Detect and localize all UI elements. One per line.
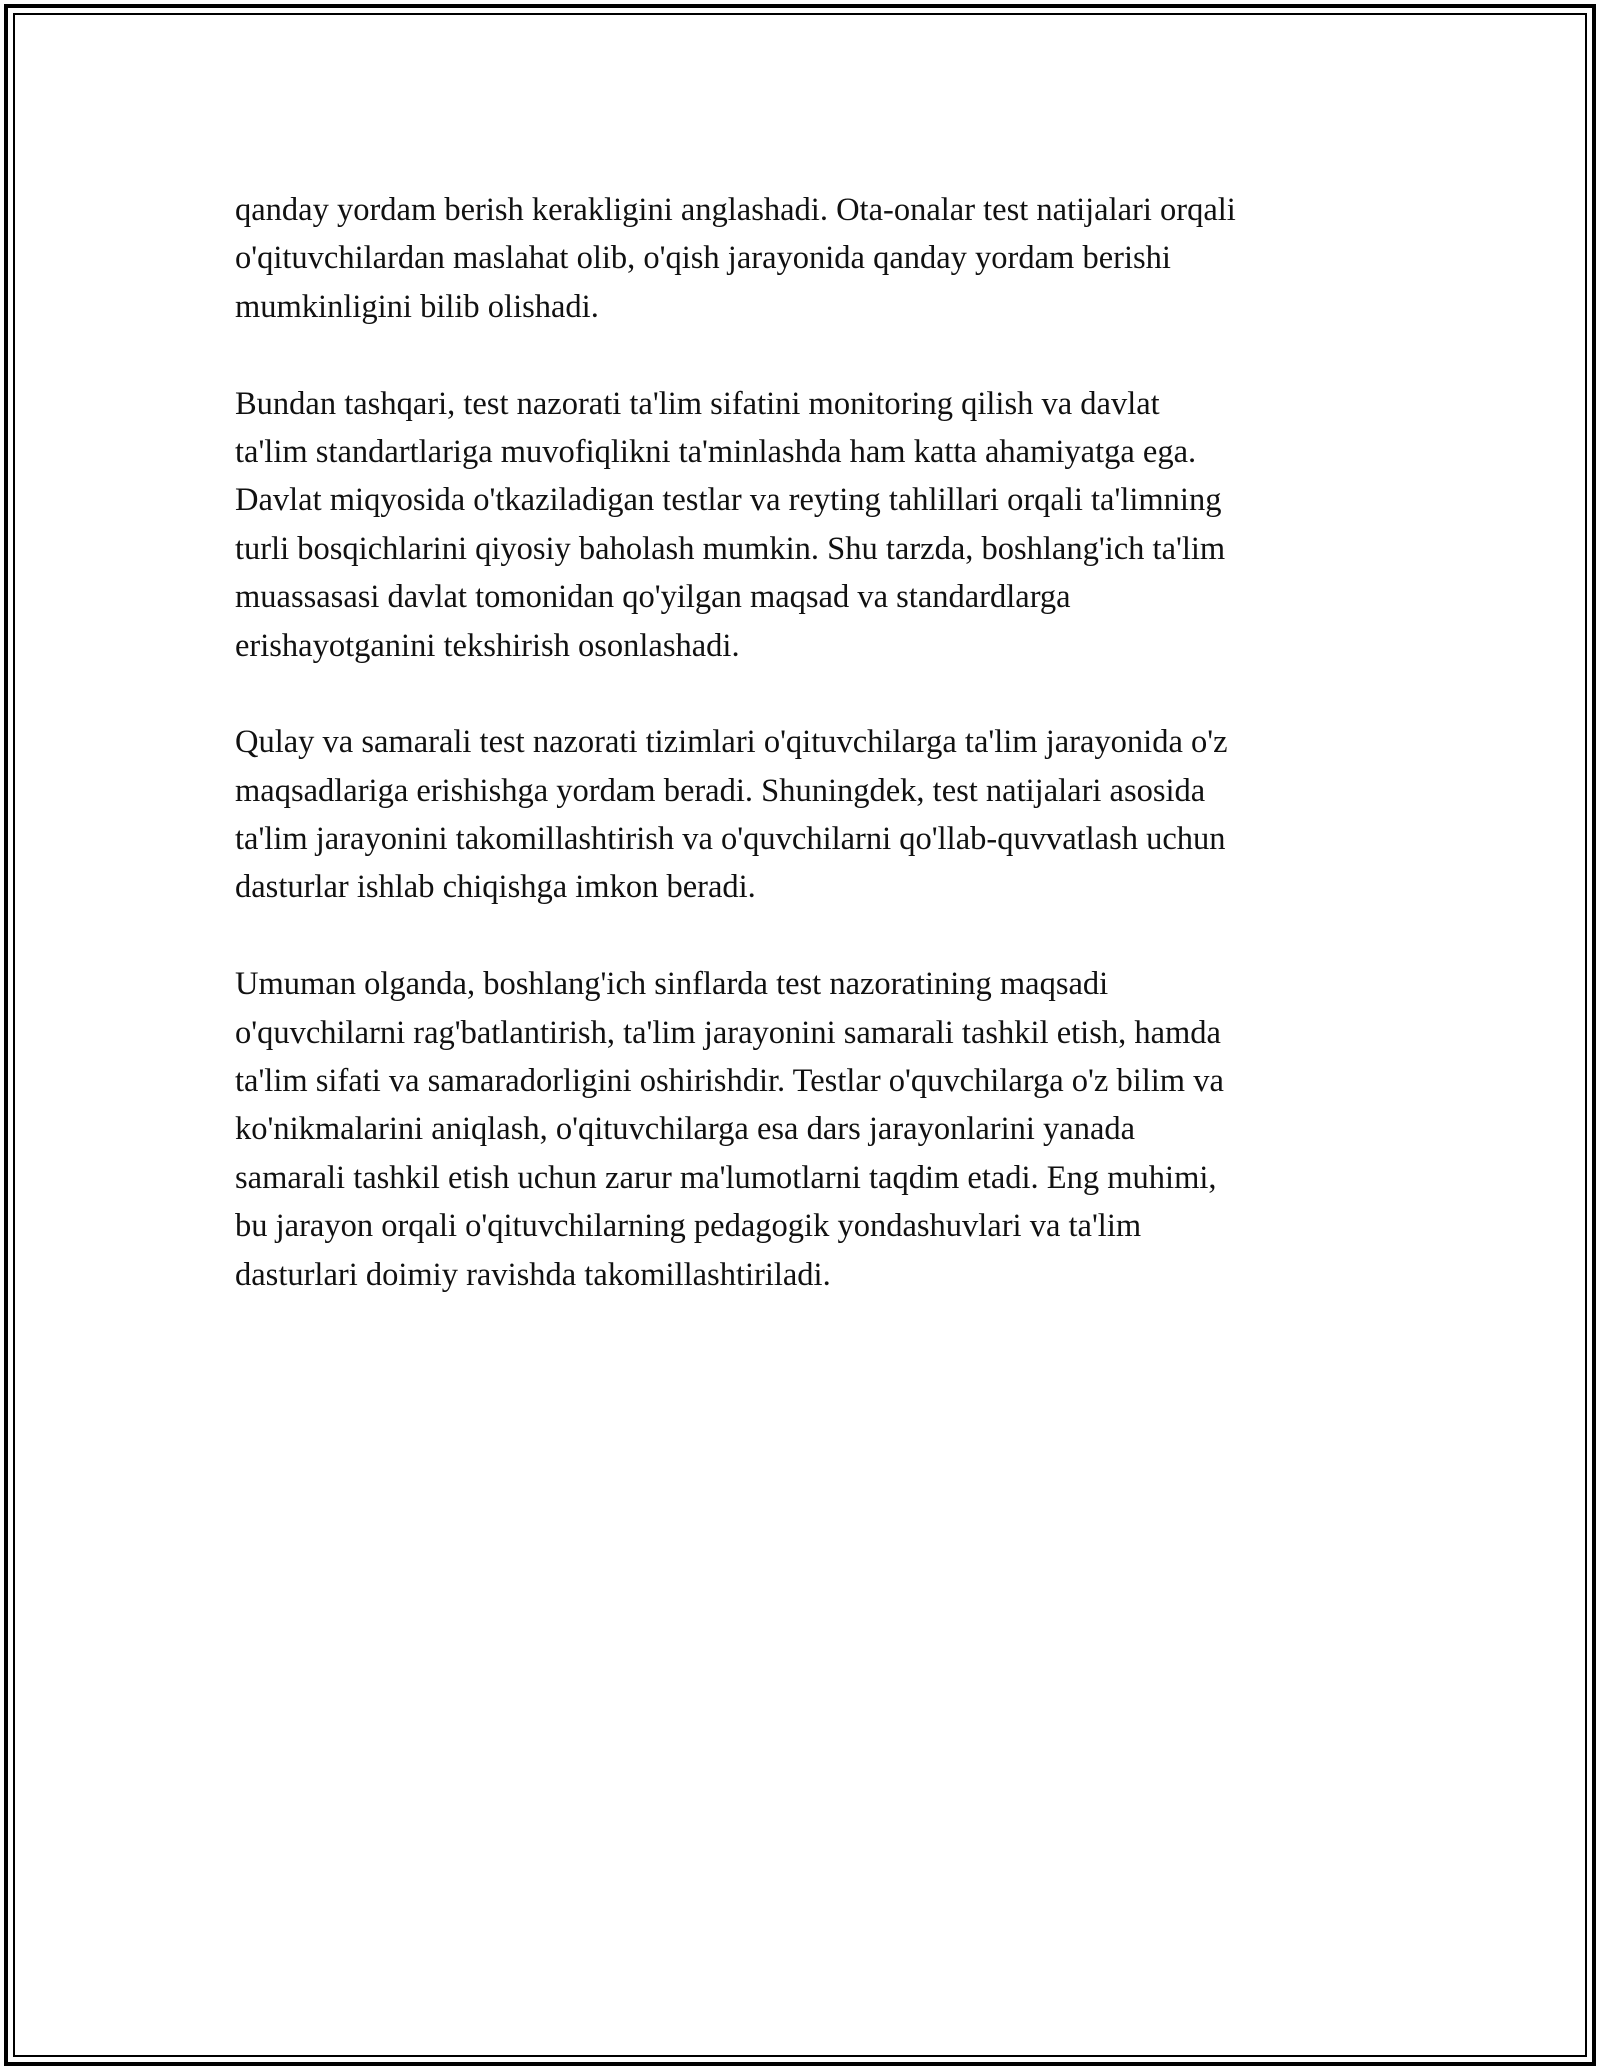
text-line: turli bosqichlarini qiyosiy baholash mumkin. Shu tarzda, boshlang'ich ta'lim <box>235 530 1226 567</box>
text-line: erishayotganini tekshirish osonlashadi. <box>235 627 740 664</box>
text-line: Davlat miqyosida o'tkaziladigan testlar va reyting tahlillari orqali ta'limning <box>235 482 1222 519</box>
text-line: qanday yordam berish kerakligini anglashadi. Ota-onalar test natijalari orqali <box>235 192 1236 228</box>
text-line: ko'nikmalarini aniqlash, o'qituvchilarga esa dars jarayonlarini yanada <box>235 1111 1136 1148</box>
text-line: Bundan tashqari, test nazorati ta'lim sifatini monitoring qilish va davlat <box>235 385 1160 422</box>
text-line: bu jarayon orqali o'qituvchilarning pedagogik yondashuvlari va ta'lim <box>235 1208 1142 1245</box>
document-body <box>235 186 1385 1299</box>
text-line: o'qituvchilardan maslahat olib, o'qish jarayonida qanday yordam berishi <box>235 240 1171 277</box>
text-line: ta'lim standartlariga muvofiqlikni ta'minlashda ham katta ahamiyatga ega. <box>235 433 1197 470</box>
paragraph <box>235 960 1385 1299</box>
paragraph-gap <box>235 912 1385 960</box>
text-line: mumkinligini bilib olishadi. <box>235 288 599 325</box>
paragraph-gap <box>235 670 1385 718</box>
text-line: Qulay va samarali test nazorati tizimlari o'qituvchilarga ta'lim jarayonida o'z <box>235 724 1228 761</box>
text-line: ta'lim jarayonini takomillashtirish va o'quvchilarni qo'llab-quvvatlash uchun <box>235 821 1226 858</box>
text-line: Umuman olganda, boshlang'ich sinflarda test nazoratining maqsadi <box>235 966 1109 1003</box>
text-line: maqsadlariga erishishga yordam beradi. Shuningdek, test natijalari asosida <box>235 772 1206 809</box>
text-line: o'quvchilarni rag'batlantirish, ta'lim jarayonini samarali tashkil etish, hamda <box>235 1014 1221 1051</box>
paragraph <box>235 380 1385 670</box>
text-line: dasturlar ishlab chiqishga imkon beradi. <box>235 869 756 906</box>
text-line: muassasasi davlat tomonidan qo'yilgan maqsad va standardlarga <box>235 579 1071 616</box>
text-line: dasturlari doimiy ravishda takomillashtiriladi. <box>235 1256 831 1293</box>
text-line: samarali tashkil etish uchun zarur ma'lumotlarni taqdim etadi. Eng muhimi, <box>235 1159 1217 1196</box>
text-line: ta'lim sifati va samaradorligini oshirishdir. Testlar o'quvchilarga o'z bilim va <box>235 1063 1224 1100</box>
paragraph-gap <box>235 331 1385 379</box>
paragraph <box>235 718 1385 912</box>
paragraph <box>235 186 1385 331</box>
